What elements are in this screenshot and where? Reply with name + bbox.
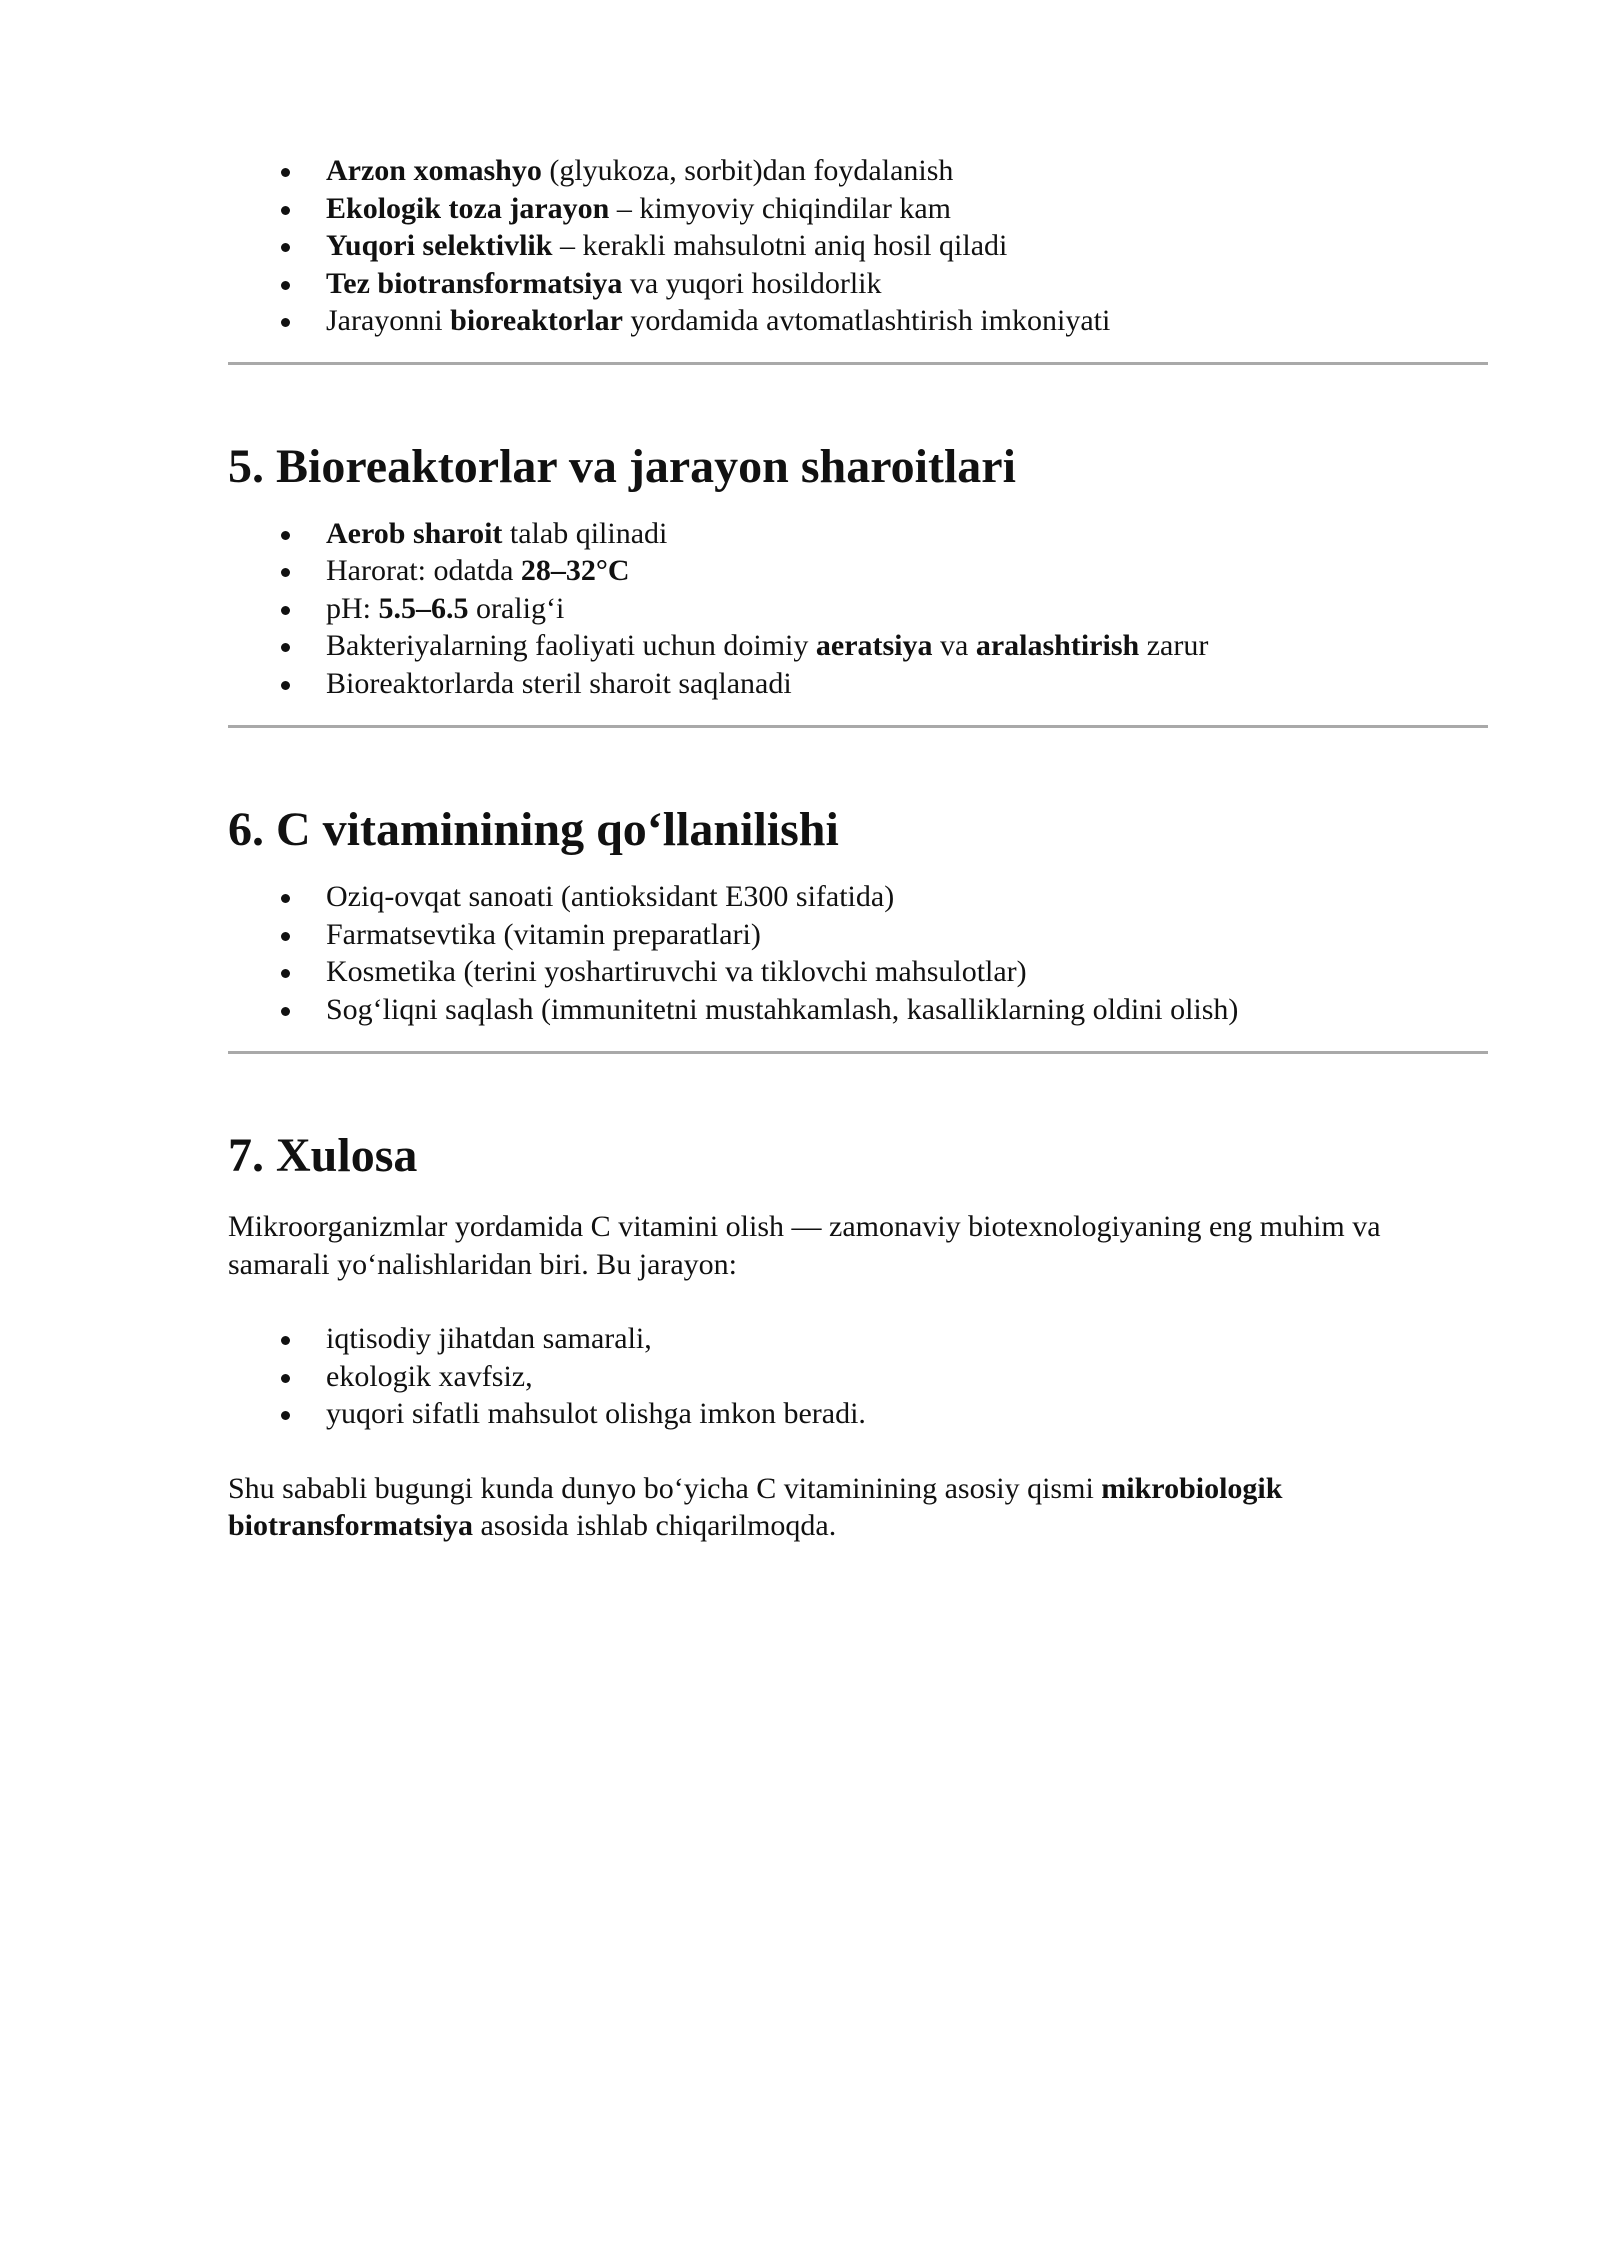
list-item [228,152,1488,190]
list-item [228,265,1488,303]
text: talab qilinadi [502,516,668,550]
list-item [228,515,1488,553]
bold-text: aralashtirish [975,629,1140,662]
conclusion-intro-line-2: samarali yo‘nalishlaridan biri. Bu jarayon: [228,1247,738,1281]
list-item [228,302,1488,340]
conclusion-list [228,1320,1488,1433]
bold-text: Yuqori selektivlik [326,229,553,262]
section-6-heading: 6. C vitaminining qo‘llanilishi [228,803,839,856]
text: Jarayonni [326,304,451,337]
text: Kosmetika (terini yoshartiruvchi va tiklovchi mahsulotlar) [326,955,1027,988]
bold-text: Arzon xomashyo [326,154,542,187]
list-item [228,190,1488,228]
section-divider [228,362,1488,365]
text: Sog‘liqni saqlash (immunitetni mustahkamlash, kasalliklarning oldini olish) [326,992,1239,1026]
text: Bioreaktorlarda steril sharoit saqlanadi [326,666,792,700]
closing-text: Shu sababli bugungi kunda dunyo bo‘yicha C vitaminining asosiy qismi [228,1471,1102,1505]
text: Farmatsevtika (vitamin preparatlari) [326,917,761,951]
list-item [228,991,1488,1029]
bold-text: aeratsiya [815,629,933,662]
list-item [228,590,1488,628]
section-7-heading: 7. Xulosa [228,1129,418,1182]
conclusion-closing [228,1470,1488,1545]
text: (glyukoza, sorbit)dan foydalanish [541,154,954,187]
text: Harorat: odatda [326,554,521,587]
list-item [228,1358,1488,1396]
closing-bold: mikrobiologik [1101,1471,1283,1505]
text: zarur [1139,629,1209,662]
list-item [228,916,1488,954]
section-5-heading: 5. Bioreaktorlar va jarayon sharoitlari [228,439,1016,493]
text: ekologik xavfsiz, [326,1359,533,1393]
text: – kimyoviy chiqindilar kam [609,191,951,225]
text: yuqori sifatli mahsulot olishga imkon beradi. [326,1397,866,1430]
bold-text: Tez biotransformatsiya [326,266,623,300]
text: pH: [326,591,379,625]
conclusion-intro [228,1208,1488,1283]
bold-text: 5.5–6.5 [378,591,469,625]
list-item [228,1395,1488,1433]
text: va [932,629,976,662]
bold-text: Aerob sharoit [326,516,503,550]
document-page [228,150,1488,1545]
text: yordamida avtomatlashtirish imkoniyati [622,304,1111,337]
section-divider [228,725,1488,728]
bold-text: bioreaktorlar [450,304,623,337]
list-item [228,878,1488,916]
text: oralig‘i [468,591,565,625]
closing-bold: biotransformatsiya [228,1509,473,1542]
list-item [228,665,1488,703]
list-item [228,627,1488,665]
list-item [228,552,1488,590]
list-item [228,227,1488,265]
text: iqtisodiy jihatdan samarali, [326,1322,652,1355]
conclusion-intro-line-1: Mikroorganizmlar yordamida C vitamini olish — zamonaviy biotexnologiyaning eng muhim va [228,1210,1381,1243]
bold-text: 28–32°C [520,554,630,587]
text: Bakteriyalarning faoliyati uchun doimiy [326,629,816,662]
section-divider [228,1051,1488,1054]
applications-list [228,878,1488,1028]
text: – kerakli mahsulotni aniq hosil qiladi [552,229,1008,262]
list-item [228,953,1488,991]
advantages-list [228,152,1488,340]
conditions-list [228,515,1488,703]
bold-text: Ekologik toza jarayon [326,191,610,225]
text: Oziq-ovqat sanoati (antioksidant E300 sifatida) [326,880,895,913]
list-item [228,1320,1488,1358]
text: va yuqori hosildorlik [622,266,882,300]
closing-text: asosida ishlab chiqarilmoqda. [472,1509,837,1542]
